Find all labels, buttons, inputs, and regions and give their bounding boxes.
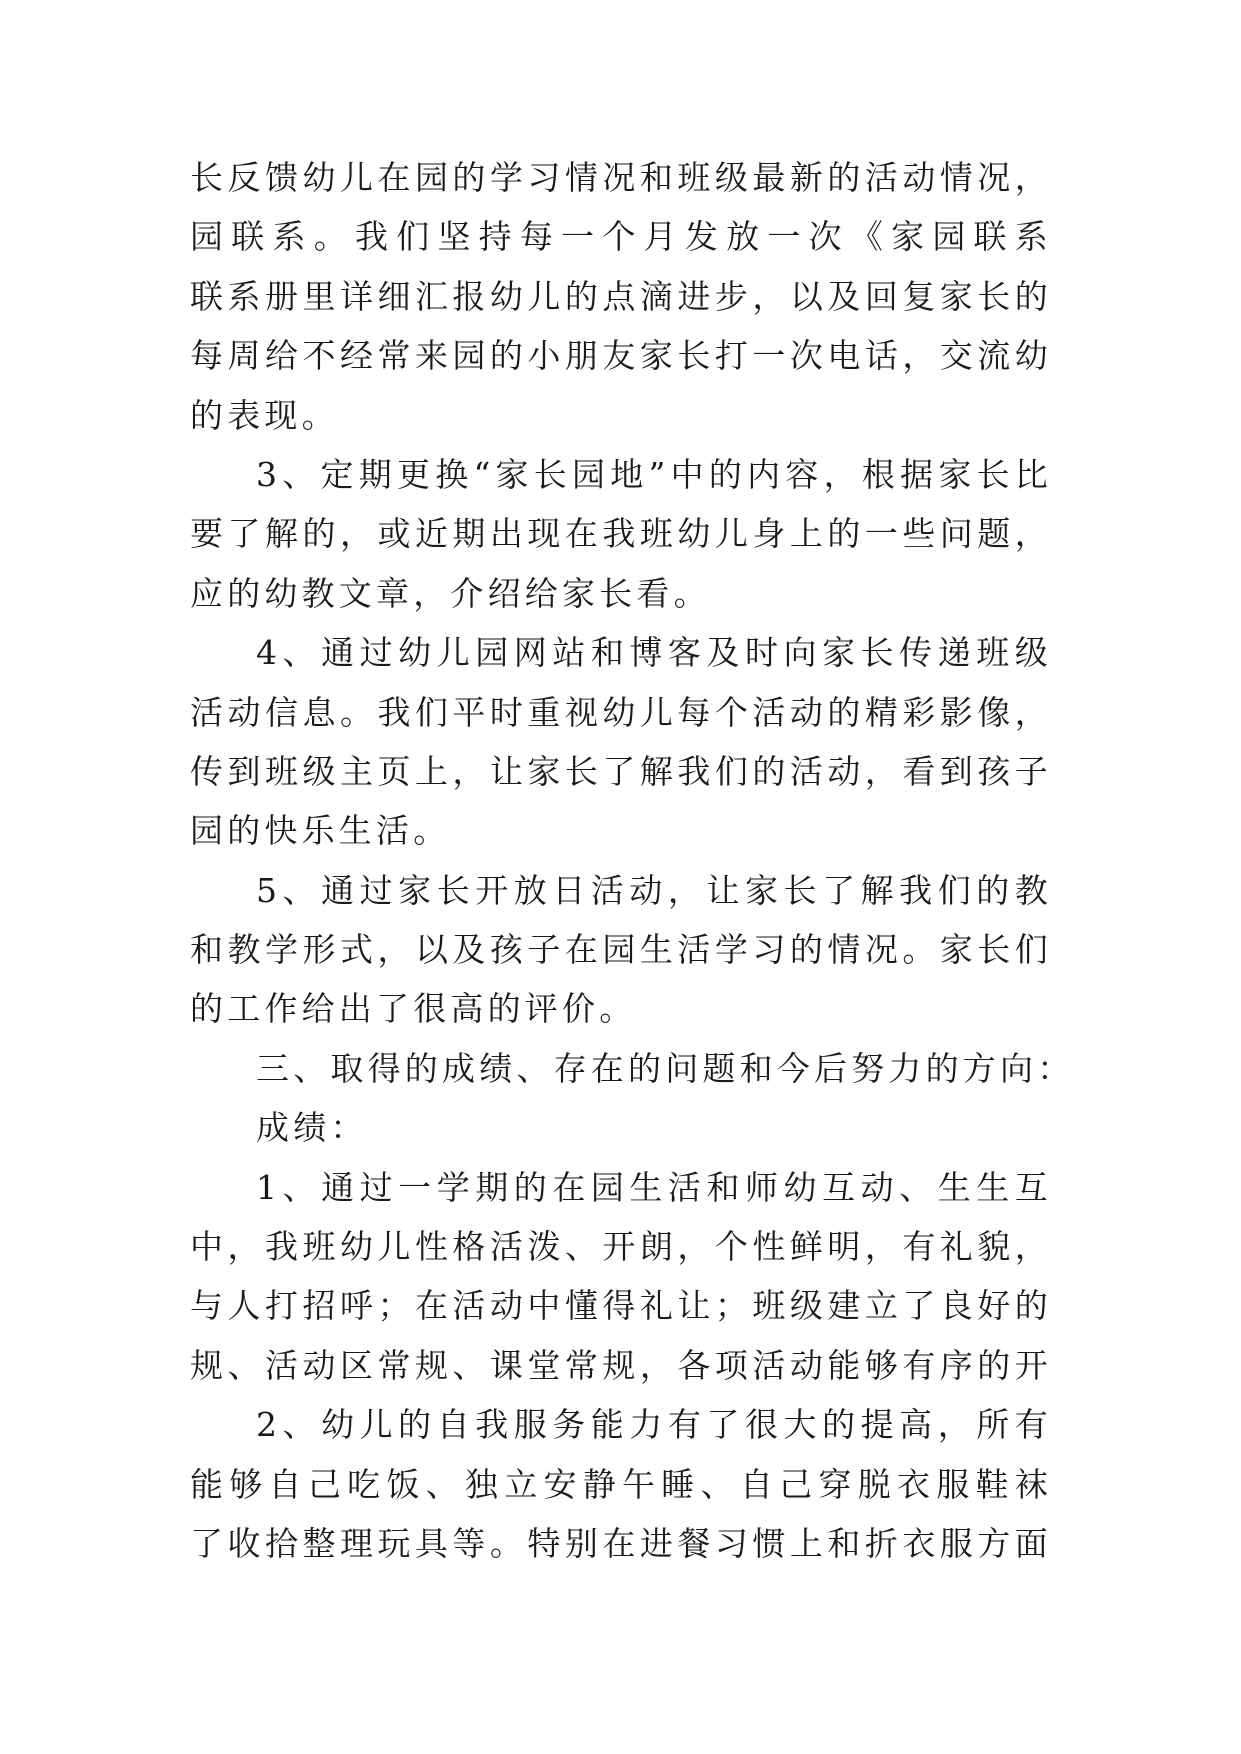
- text-line: 能够自己吃饭、独立安静午睡、自己穿脱衣服鞋袜: [190, 1464, 1052, 1504]
- text-line: 与人打招呼；在活动中懂得礼让；班级建立了良好的: [190, 1286, 1052, 1326]
- body-text: [190, 148, 1075, 1573]
- text-line: 联系册里详细汇报幼儿的点滴进步，以及回复家长的: [190, 276, 1052, 316]
- text-line: 5、通过家长开放日活动，让家长了解我们的教: [256, 870, 1052, 910]
- text-line: 2、幼儿的自我服务能力有了很大的提高，所有: [256, 1405, 1052, 1445]
- text-line: 中，我班幼儿性格活泼、开朗，个性鲜明，有礼貌，: [190, 1227, 1052, 1267]
- text-line: 规、活动区常规、课堂常规，各项活动能够有序的开: [190, 1345, 1052, 1385]
- text-line: 应的幼教文章，介绍给家长看。: [190, 573, 711, 613]
- text-line: 长反馈幼儿在园的学习情况和班级最新的活动情况，: [190, 158, 1052, 197]
- text-line: 成绩：: [256, 1108, 368, 1148]
- text-line: 了收拾整理玩具等。特别在进餐习惯上和折衣服方面: [190, 1523, 1052, 1563]
- text-line: 园联系。我们坚持每一个月发放一次《家园联系: [190, 217, 1052, 257]
- text-line: 三、取得的成绩、存在的问题和今后努力的方向：: [256, 1048, 1075, 1088]
- text-line: 3、定期更换“家长园地”中的内容，根据家长比: [256, 454, 1052, 494]
- text-line: 活动信息。我们平时重视幼儿每个活动的精彩影像，: [190, 692, 1052, 732]
- text-line: 的表现。: [190, 395, 339, 435]
- text-line: 每周给不经常来园的小朋友家长打一次电话，交流幼: [190, 336, 1052, 376]
- text-line: 的工作给出了很高的评价。: [190, 989, 637, 1029]
- text-line: 4、通过幼儿园网站和博客及时向家长传递班级: [256, 633, 1052, 673]
- text-line: 1、通过一学期的在园生活和师幼互动、生生互: [256, 1167, 1052, 1207]
- text-line: 园的快乐生活。: [190, 811, 451, 851]
- text-line: 和教学形式，以及孩子在园生活学习的情况。家长们: [190, 930, 1052, 970]
- text-line: 要了解的，或近期出现在我班幼儿身上的一些问题，: [190, 514, 1052, 554]
- text-line: 传到班级主页上，让家长了解我们的活动，看到孩子: [190, 751, 1052, 791]
